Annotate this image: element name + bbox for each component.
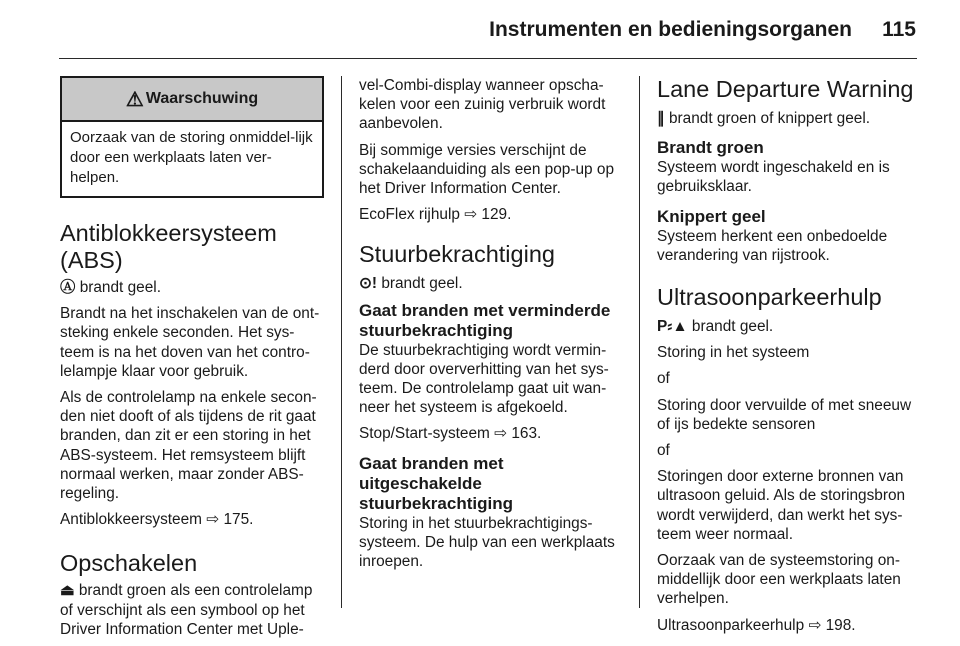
section-title-upshift: Opschakelen [60,550,198,577]
parking-paragraph-4: Oorzaak van de systeemstoring on-middellijk door een werkplaats laten verhelpen. [657,552,901,608]
column-left [60,76,324,646]
section-title-abs-line2: (ABS) [60,247,123,273]
ecoflex-cross-reference [359,205,623,224]
warning-box [60,76,324,198]
arrow-icon: ⇨ [494,425,508,443]
arrow-icon: ⇨ [808,616,822,634]
warning-header [62,78,322,122]
parking-text: brandt geel. [691,318,774,336]
warning-title: Waarschuwing [145,90,259,107]
section-title-abs-line1: Antiblokkeersysteem [60,220,277,246]
column-divider [341,76,342,608]
upshift-paragraph-2: Bij sommige versies verschijnt de schakelaanduiding als een pop-up op het Driver Information Center. [359,141,614,198]
upshift-paragraph [60,581,324,639]
column-divider [639,76,640,608]
header-rule [59,58,917,59]
abs-indicator-text: brandt geel. [79,279,161,296]
section-title-lane-departure: Lane Departure Warning [657,76,914,102]
parking-indicator-line [657,317,921,336]
lane-departure-paragraph-2: Systeem herkent een onbedoelde verandering van rijstrook. [657,227,888,264]
power-steering-icon: ⊙! [359,275,378,293]
upshift-text: brandt groen als een controlelamp of verschijnt als een symbool op het Driver Information Center met Uple- [60,582,313,638]
page-title: Instrumenten en bedieningsorganen [489,18,852,41]
power-steering-text: brandt geel. [381,275,463,293]
ss-ref-page: 163. [511,425,542,443]
parking-cross-reference [657,616,921,635]
park-ref-text: Ultrasoonparkeerhulp [657,616,805,634]
abs-icon: Ⓐ [60,279,76,296]
abs-paragraph-1: Brandt na het inschakelen van de ont-steking enkele seconden. Het sys-teem is na het doven van het contro-lelampje klaar voor gebruik. [60,305,320,380]
eco-ref-page: 129. [481,206,512,224]
upshift-continued: vel-Combi-display wanneer opscha-kelen voor een zuinig verbruik wordt aanbevolen. [359,77,606,133]
abs-ref-page: 175. [223,511,254,529]
arrow-icon: ⇨ [206,511,220,529]
column-middle [359,76,623,578]
section-title-abs [60,220,324,274]
stop-start-cross-reference [359,424,623,443]
parking-paragraph-3: Storingen door externe bronnen van ultrasoon geluid. Als de storingsbron wordt verwijderd, dan werkt het sys-teem weer normaal. [657,468,906,543]
abs-cross-reference [60,510,324,529]
page-header [0,0,960,60]
upshift-icon: ⏏ [60,582,75,600]
parking-paragraph-1: Storing in het systeem [657,344,810,362]
subheading-reduced-steering: Gaat branden met verminderde stuurbekrachtiging [359,300,611,340]
warning-icon: ⚠ [125,88,144,111]
parking-paragraph-2: Storing door vervuilde of met sneeuw of ijs bedekte sensoren [657,396,912,433]
power-steering-paragraph-2: Storing in het stuurbekrachtigings-systeem. De hulp van een werkplaats inroepen. [359,514,615,571]
abs-ref-text: Antiblokkeersysteem [60,511,202,529]
section-title-power-steering: Stuurbekrachtiging [359,241,555,268]
warning-text: Oorzaak van de storing onmiddel-lijk door een werkplaats laten ver-helpen. [70,129,313,186]
subheading-yellow: Knippert geel [657,206,766,226]
or-text: of [657,442,670,460]
parking-assist-icon: P⸗▲ [657,318,688,336]
subheading-green: Brandt groen [657,138,764,158]
or-text: of [657,370,670,388]
section-title-parking: Ultrasoonparkeerhulp [657,284,882,311]
arrow-icon: ⇨ [464,206,478,224]
lane-departure-icon: ∥ [657,110,665,127]
abs-paragraph-2: Als de controlelamp na enkele secon-den niet dooft of als tijdens de rit gaat branden, dan zit er een storing in het ABS-systeem. Het remsysteem blijft normaal werken, maar zonder ABS-regeling. [60,389,317,503]
ss-ref-text: Stop/Start-systeem [359,425,490,443]
page-number: 115 [882,18,916,41]
eco-ref-text: EcoFlex rijhulp [359,206,460,224]
power-steering-indicator-line [359,274,623,293]
column-right [657,76,921,642]
subheading-disabled-steering: Gaat branden met uitgeschakelde stuurbekrachtiging [359,453,513,513]
abs-indicator-line [60,278,324,297]
power-steering-paragraph-1: De stuurbekrachtiging wordt vermin-derd door oververhitting van het sys-teem. De controlelamp gaat uit wan-neer het systeem is afgekoeld. [359,341,609,417]
park-ref-page: 198. [825,616,856,634]
lane-departure-text: brandt groen of knippert geel. [668,110,871,127]
lane-departure-indicator-line [657,109,921,128]
lane-departure-paragraph-1: Systeem wordt ingeschakeld en is gebruiksklaar. [657,159,890,196]
